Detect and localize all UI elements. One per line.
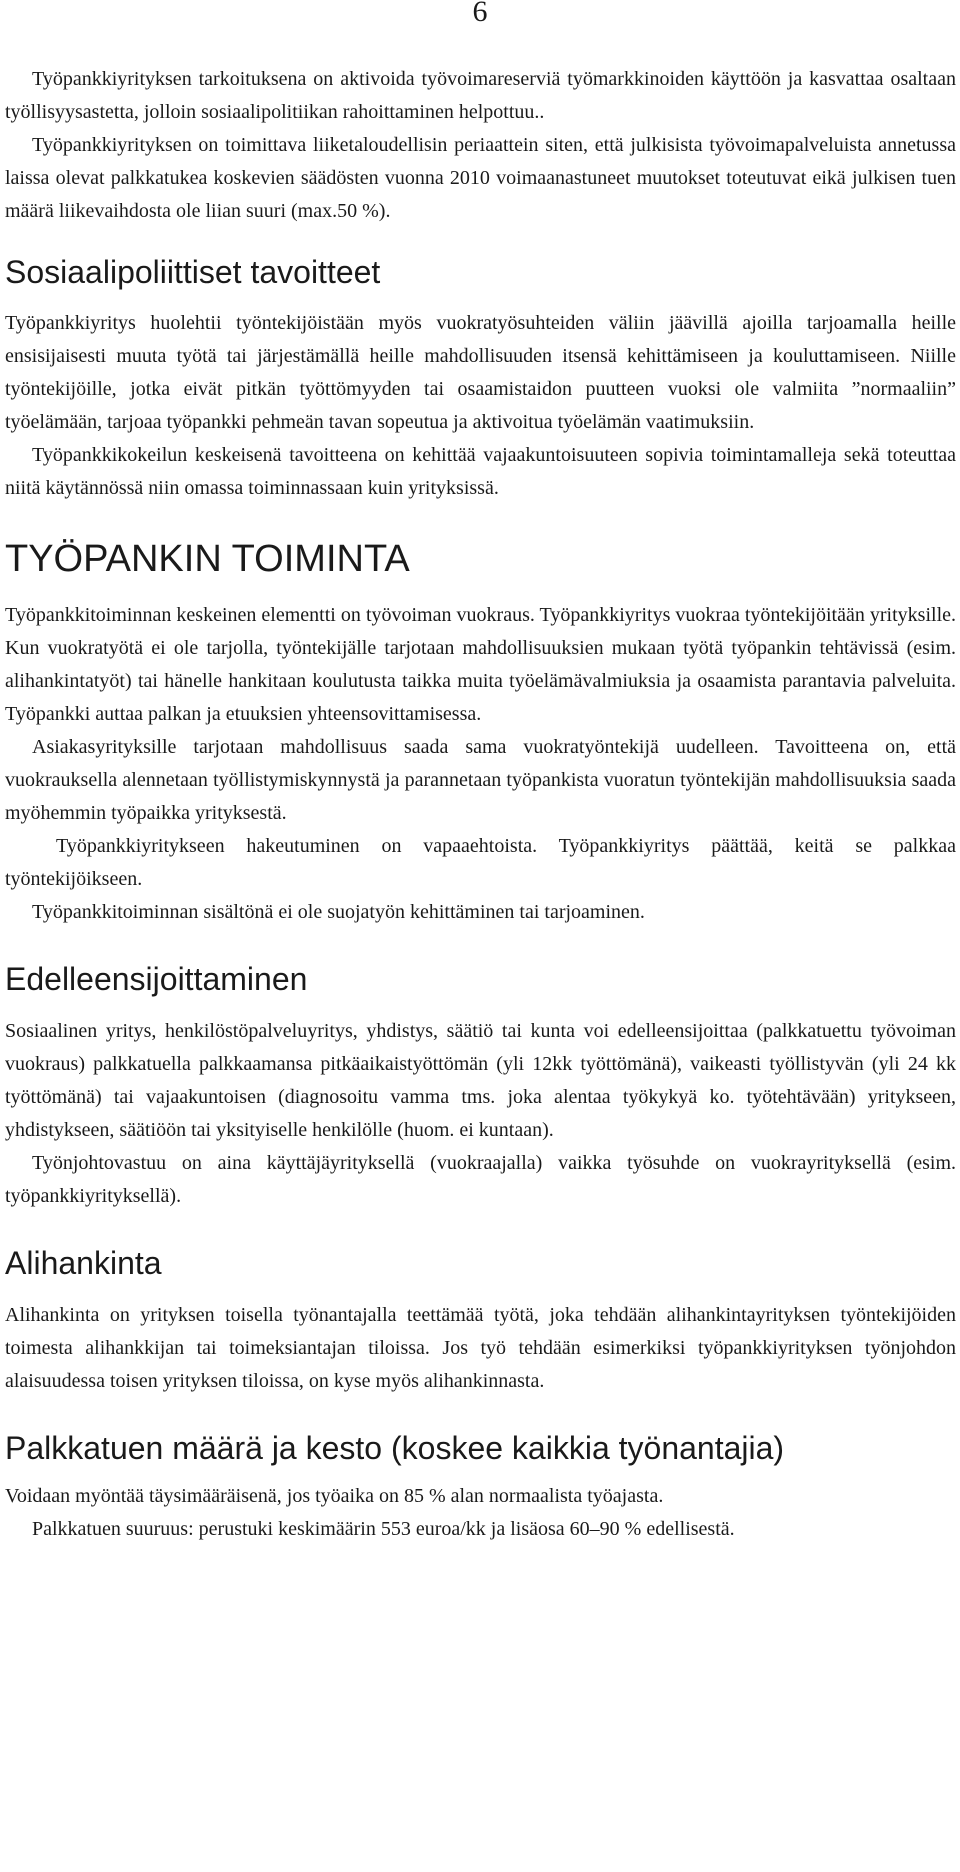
heading-sosiaalipoliittiset-tavoitteet: Sosiaalipoliittiset tavoitteet bbox=[5, 254, 381, 290]
heading-palkkatuen-maara-ja-kesto: Palkkatuen määrä ja kesto (koskee kaikkia työnantajia) bbox=[5, 1430, 785, 1466]
alihankinta-paragraph-1: Alihankinta on yrityksen toisella työnantajalla teettämää työtä, joka tehdään alihankintayrityksen työntekijöiden toimesta alihankkijan tai toimeksiantajan tiloissa. Jos työ tehdään esimerkiksi työpankkiyrityksen työnjohdon alaisuudessa toisen yrityksen tiloissa, on kyse myös alihankinnasta. bbox=[5, 1304, 956, 1392]
toiminta-paragraph-1: Työpankkitoiminnan keskeinen elementti on työvoiman vuokraus. Työpankkiyritys vuokraa työntekijöitään yrityksille. Kun vuokratyötä ei ole tarjolla, työntekijälle tarjotaan mahdollisuuksien mukaan työtä työpankin tehtävissä (esim. alihankintatyöt) tai hänelle hankitaan koulutusta taikka muita työelämävalmiuksia ja osaamista parantavia palveluita. Työpankki auttaa palkan ja etuuksien yhteensovittamisessa. bbox=[5, 604, 956, 725]
palkkatuki-paragraph-2: Palkkatuen suuruus: perustuki keskimäärin 553 euroa/kk ja lisäosa 60–90 % edellisestä. bbox=[32, 1518, 735, 1540]
edelleen-paragraph-2: Työnjohtovastuu on aina käyttäjäyrityksellä (vuokraajalla) vaikka työsuhde on vuokrayrityksellä (esim. työpankkiyrityksellä). bbox=[5, 1152, 956, 1207]
sosiaali-paragraph-2: Työpankkikokeilun keskeisenä tavoitteena on kehittää vajaakuntoisuuteen sopivia toimintamalleja sekä toteuttaa niitä käytännössä niin omassa toiminnassaan kuin yrityksissä. bbox=[5, 444, 956, 499]
edelleen-paragraph-1: Sosiaalinen yritys, henkilöstöpalveluyritys, yhdistys, säätiö tai kunta voi edelleensijoittaa (palkkatuettu työvoiman vuokraus) palkkatuella palkkaamansa pitkäaikaistyöttömän (yli 12kk työttömänä), vaikeasti työllistyvän (yli 24 kk työttömänä) tai vajaakuntoisen (diagnosoitu vamma tms. joka alentaa työkykyä ko. työtehtävään) yritykseen, yhdistykseen, säätiöön tai yksityiselle henkilölle (huom. ei kuntaan). bbox=[5, 1020, 956, 1141]
palkkatuki-paragraph-1: Voidaan myöntää täysimääräisenä, jos työaika on 85 % alan normaalista työajasta. bbox=[5, 1485, 664, 1507]
heading-edelleensijoittaminen: Edelleensijoittaminen bbox=[5, 961, 308, 997]
page-number: 6 bbox=[472, 0, 488, 28]
heading-alihankinta: Alihankinta bbox=[5, 1245, 162, 1281]
page-content bbox=[5, 63, 956, 1546]
toiminta-paragraph-4: Työpankkitoiminnan sisältönä ei ole suojatyön kehittäminen tai tarjoaminen. bbox=[32, 901, 645, 923]
toiminta-paragraph-3: Työpankkiyritykseen hakeutuminen on vapaaehtoista. Työpankkiyritys päättää, keitä se palkkaa työntekijöikseen. bbox=[5, 835, 956, 890]
intro-paragraph-2: Työpankkiyrityksen on toimittava liiketaloudellisin periaattein siten, että julkisista työvoimapalveluista annetussa laissa olevat palkkatukea koskevien säädösten vuonna 2010 voimaanastuneet muutokset toteutuvat eikä julkisen tuen määrä liikevaihdosta ole liian suuri (max.50 %). bbox=[5, 134, 956, 222]
heading-tyopankin-toiminta: TYÖPANKIN TOIMINTA bbox=[5, 538, 410, 580]
sosiaali-paragraph-1: Työpankkiyritys huolehtii työntekijöistään myös vuokratyösuhteiden väliin jäävillä ajoilla tarjoamalla heille ensisijaisesti muuta työtä tai järjestämällä heille mahdollisuuden itsensä kehittämiseen ja kouluttamiseen. Niille työntekijöille, jotka eivät pitkän työttömyyden tai osaamistaidon puutteen vuoksi ole valmiita ”normaaliin” työelämään, tarjoaa työpankki pehmeän tavan sopeutua ja aktivoitua työelämän vaatimuksiin. bbox=[5, 312, 956, 433]
toiminta-paragraph-2: Asiakasyrityksille tarjotaan mahdollisuus saada sama vuokratyöntekijä uudelleen. Tavoitteena on, että vuokrauksella alennetaan työllistymiskynnystä ja parannetaan työpankista vuoratun työntekijän mahdollisuuksia saada myöhemmin työpaikka yrityksestä. bbox=[5, 736, 956, 824]
intro-paragraph-1: Työpankkiyrityksen tarkoituksena on aktivoida työvoimareserviä työmarkkinoiden käyttöön ja kasvattaa osaltaan työllisyysastetta, jolloin sosiaalipolitiikan rahoittaminen helpottuu.. bbox=[5, 68, 956, 123]
